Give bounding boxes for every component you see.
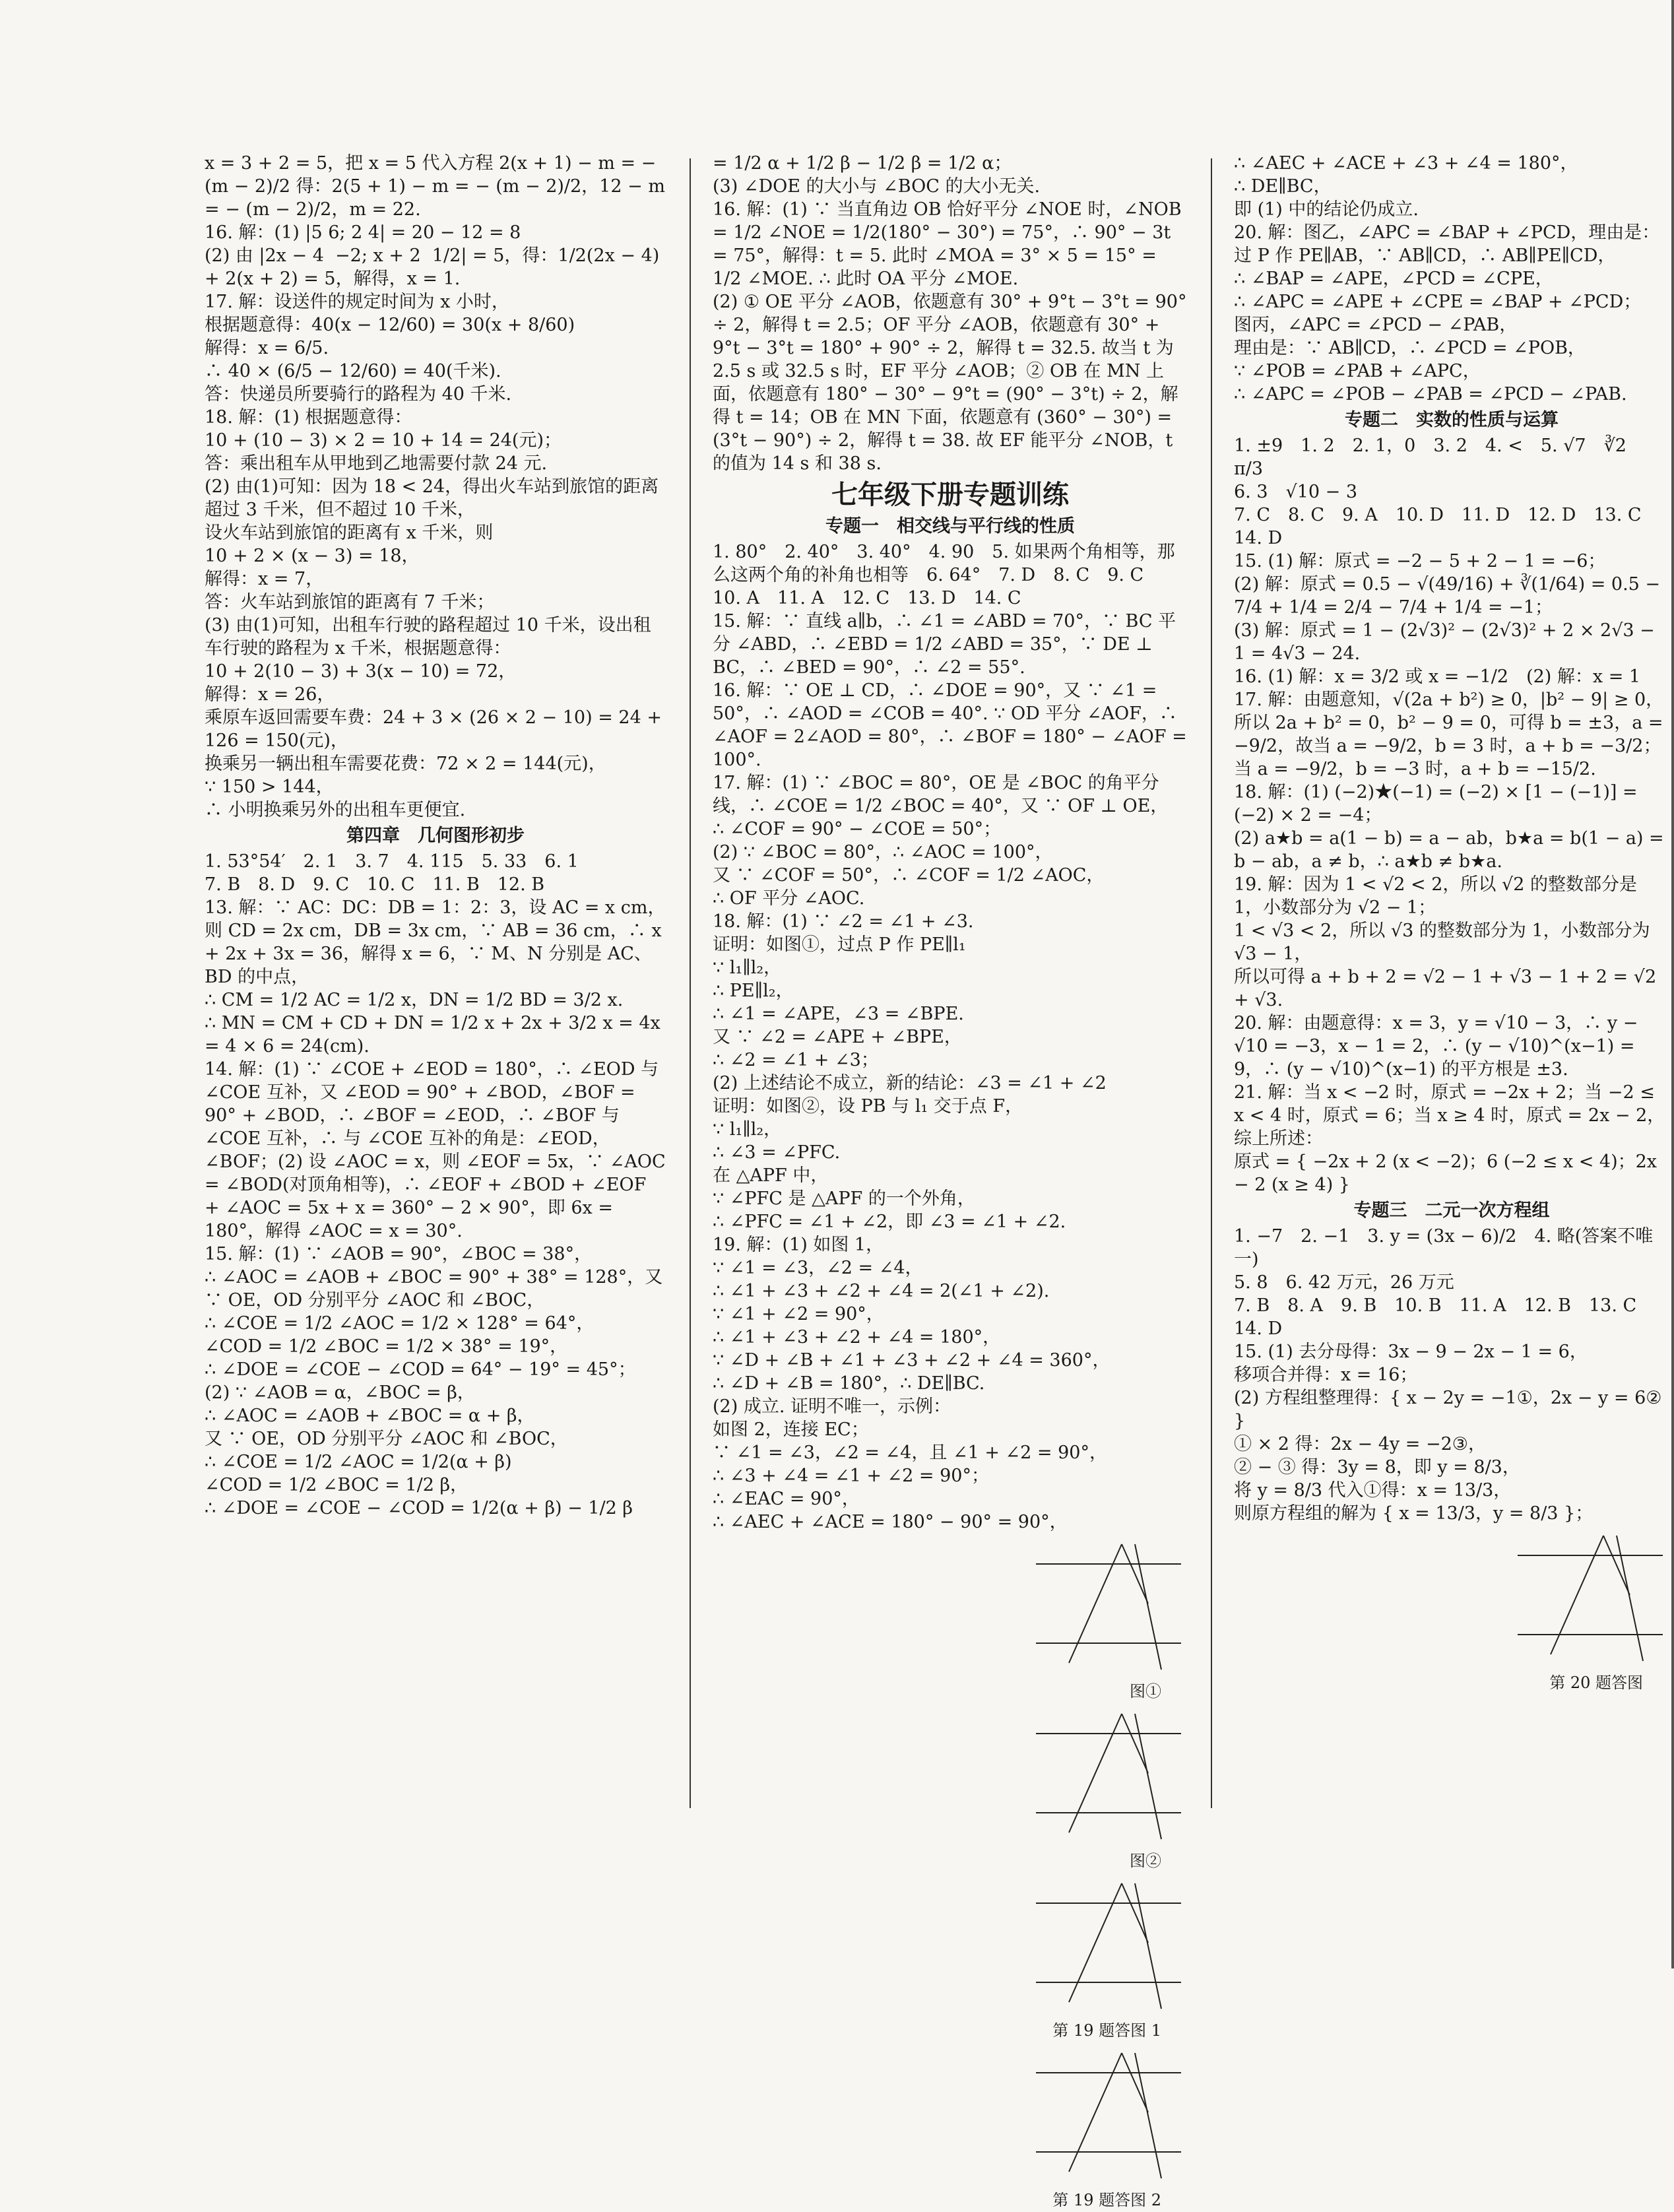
answer-line: ∴ 40 × (6/5 − 12/60) = 40(千米). <box>205 361 501 381</box>
section-heading: 专题一 相交线与平行线的性质 <box>825 516 1075 537</box>
figure-caption: 第 19 题答图 1 <box>1052 2021 1161 2040</box>
answer-line: (2) 上述结论不成立，新的结论：∠3 = ∠1 + ∠2 <box>713 1073 1107 1093</box>
answer-line: 1. −7 2. −1 3. y = (3x − 6)/2 4. 略(答案不唯一) <box>1234 1226 1654 1270</box>
answer-line: 18. 解：(1) (−2)★(−1) = (−2) × [1 − (−1)] = (−2) × 2 = −4； <box>1234 782 1644 826</box>
answer-line: ∴ ∠D + ∠B = 180°，∴ DE∥BC. <box>713 1373 985 1394</box>
section-heading: 专题三 二元一次方程组 <box>1353 1200 1550 1221</box>
geometry-figure <box>713 2046 1188 2212</box>
answer-line: 答：乘出租车从甲地到乙地需要付款 24 元. <box>205 453 548 474</box>
answer-line: (2) a★b = a(1 − b) = a − ab，b★a = b(1 − a) = b − ab，a ≠ b，∴ a★b ≠ b★a. <box>1234 828 1670 872</box>
figure-line <box>1135 1714 1161 1839</box>
answer-line: 10 + (10 − 3) × 2 = 10 + 14 = 24(元)； <box>205 430 562 451</box>
answer-line: 所以可得 a + b + 2 = √2 − 1 + √3 − 1 + 2 = √2 + √3. <box>1234 967 1662 1010</box>
figure-line <box>1551 1536 1603 1654</box>
answer-line: 16. 解：(1) ∵ 当直角边 OB 恰好平分 ∠NOE 时，∠NOB = 1/2 ∠NOE = 1/2(180° − 30°) = 75°，∴ 90° − 3t = 75°，解得：t = 5. 此时 ∠MOA = 3° × 5 = 15° = 1/2 ∠MOE. ∴ 此时 OA 平分 ∠MOE. <box>713 199 1188 289</box>
answer-line: ∴ ∠PFC = ∠1 + ∠2，即 ∠3 = ∠1 + ∠2. <box>713 1212 1066 1232</box>
column-1 <box>205 152 672 1815</box>
answer-line: x = 3 + 2 = 5，把 x = 5 代入方程 2(x + 1) − m = − (m − 2)/2 得：2(5 + 1) − m = − (m − 2)/2，12 − m = − (m − 2)/2，m = 22. <box>205 153 671 220</box>
answer-line: ∴ ∠COE = 1/2 ∠AOC = 1/2(α + β) <box>205 1452 512 1472</box>
answer-line: 解得：x = 6/5. <box>205 338 329 358</box>
answer-line: ∴ 小明换乘另外的出租车更便宜. <box>205 800 466 820</box>
answer-line: 7. C 8. C 9. A 10. D 11. D 12. D 13. C 14. D <box>1234 505 1659 548</box>
figure-line <box>1122 1883 1148 1943</box>
figure-line <box>1603 1536 1630 1595</box>
answer-line: 1. ±9 1. 2 2. 1，0 3. 2 4. < 5. √7 ∛2 π/3 <box>1234 436 1644 479</box>
answer-line: 16. 解：∵ OE ⊥ CD，∴ ∠DOE = 90°，又 ∵ ∠1 = 50°，∴ ∠AOD = ∠COB = 40°. ∵ OD 平分 ∠AOF，∴ ∠AOF = 2∠AOD = 80°，∴ ∠BOF = 180° − ∠AOF = 100°. <box>713 680 1193 770</box>
answer-line: ∴ ∠DOE = ∠COE − ∠COD = 1/2(α + β) − 1/2 β <box>205 1498 633 1518</box>
figure-diagram <box>1511 1529 1669 1668</box>
answer-line: 乘原车返回需要车费：24 + 3 × (26 × 2 − 10) = 24 + 126 = 150(元)， <box>205 707 668 751</box>
answer-line: (2) ∵ ∠AOB = α，∠BOC = β， <box>205 1382 475 1403</box>
answer-line: ∴ ∠DOE = ∠COE − ∠COD = 64° − 19° = 45°； <box>205 1359 636 1380</box>
answer-line: 换乘另一辆出租车需要花费：72 × 2 = 144(元)， <box>205 754 606 774</box>
answer-line: 即 (1) 中的结论仍成立. <box>1234 199 1419 220</box>
answer-line: ∵ ∠1 = ∠3，∠2 = ∠4， <box>713 1258 923 1278</box>
answer-line: 证明：如图①，过点 P 作 PE∥l₁ <box>713 934 966 955</box>
answer-line: 答：火车站到旅馆的距离有 7 千米； <box>205 592 495 612</box>
answer-line: ∴ ∠AOC = ∠AOB + ∠BOC = α + β， <box>205 1406 535 1426</box>
answer-line: 17. 解：设送件的规定时间为 x 小时， <box>205 292 509 312</box>
answer-line: ∴ PE∥l₂， <box>713 981 794 1001</box>
figure-line <box>1122 2053 1148 2112</box>
answer-line: ∵ 150 > 144， <box>205 777 334 797</box>
answer-line: (2) 由 |2x − 4 −2; x + 2 1/2| = 5，得：1/2(2x − 4) + 2(x + 2) = 5，解得，x = 1. <box>205 245 665 289</box>
figure-line <box>1135 1544 1161 1670</box>
figure-caption: 图① <box>1130 1682 1161 1701</box>
answer-line: 7. B 8. A 9. B 10. B 11. A 12. B 13. C 14. D <box>1234 1295 1655 1339</box>
figure-caption: 第 20 题答图 <box>1549 1674 1643 1692</box>
answer-line: 17. 解：由题意知，√(2a + b²) ≥ 0，|b² − 9| ≥ 0，所以 2a + b² = 0，b² − 9 = 0，可得 b = ±3，a = −9/2，故当 a = −9/2，b = 3 时，a + b = −3/2；当 a = −9/2，b = −3 时，a + b = −15/2. <box>1234 690 1669 779</box>
section-heading: 七年级下册专题训练 <box>831 479 1069 510</box>
answer-line: 1. 53°54′ 2. 1 3. 7 4. 115 5. 33 6. 1 <box>205 851 579 872</box>
answer-line: ∴ ∠COE = 1/2 ∠AOC = 1/2 × 128° = 64°， <box>205 1313 595 1334</box>
column-2 <box>713 152 1193 2209</box>
figure-line <box>1122 1544 1148 1604</box>
figure-line <box>1069 1544 1122 1663</box>
answer-line: ∴ ∠AOC = ∠AOB + ∠BOC = 90° + 38° = 128°，又 ∵ OE，OD 分别平分 ∠AOC 和 ∠BOC， <box>205 1267 668 1311</box>
answer-line: 移项合并得：x = 16； <box>1234 1365 1418 1385</box>
answer-line: (2) ∵ ∠BOC = 80°，∴ ∠AOC = 100°， <box>713 842 1053 862</box>
answer-line: ∴ ∠AEC + ∠ACE = 180° − 90° = 90°， <box>713 1512 1068 1532</box>
answer-line: ∴ CM = 1/2 AC = 1/2 x，DN = 1/2 BD = 3/2 x. <box>205 990 624 1010</box>
answer-page <box>165 152 1670 2209</box>
answer-line: 15. 解：(1) ∵ ∠AOB = 90°，∠BOC = 38°， <box>205 1244 593 1264</box>
answer-line: ∴ ∠1 + ∠3 + ∠2 + ∠4 = 180°， <box>713 1327 1001 1348</box>
column-3 <box>1234 152 1669 1815</box>
answer-line: ① × 2 得：2x − 4y = −2③， <box>1234 1434 1486 1454</box>
answer-line: (2) ① OE 平分 ∠AOB，依题意有 30° + 9°t − 3°t = 90° ÷ 2，解得 t = 2.5；OF 平分 ∠AOB，依题意有 30° + 9°t − 3°t = 180° + 90° ÷ 2，解得 t = 32.5. 故当 t 为 2.5 s 或 32.5 s 时，EF 平分 ∠AOB；② OB 在 MN 上面，依题意有 180° − 30° − 9°t = (90° − 3°t) ÷ 2，解得 t = 14；OB 在 MN 下面，依题意有 (360° − 30°) = (3°t − 90°) ÷ 2，解得 t = 38. 故 EF 能平分 ∠NOB，t 的值为 14 s 和 38 s. <box>713 292 1193 474</box>
answer-line: (2) 由(1)可知：因为 18 < 24，得出火车站到旅馆的距离超过 3 千米，但不超过 10 千米， <box>205 476 659 520</box>
figure-line <box>1069 1883 1122 2002</box>
answer-line: ∴ ∠1 + ∠3 + ∠2 + ∠4 = 2(∠1 + ∠2). <box>713 1281 1050 1301</box>
answer-line: (2) 解：原式 = 0.5 − √(49/16) + ∛(1/64) = 0.5 − 7/4 + 1/4 = 2/4 − 7/4 + 1/4 = −1； <box>1234 574 1666 618</box>
answer-line: 解得：x = 7， <box>205 569 324 589</box>
figure-line <box>1135 2053 1161 2178</box>
answer-line: ∴ ∠EAC = 90°， <box>713 1489 860 1509</box>
answer-line: 证明：如图②，设 PB 与 l₁ 交于点 F， <box>713 1096 1023 1117</box>
answer-line: 19. 解：(1) 如图 1， <box>713 1235 884 1255</box>
column-divider <box>1211 158 1212 1808</box>
answer-line: 13. 解：∵ AC：DC：DB = 1：2：3，设 AC = x cm，则 CD = 2x cm，DB = 3x cm，∵ AB = 36 cm，∴ x + 2x + 3x = 36，解得 x = 6，∵ M、N 分别是 AC、BD 的中点， <box>205 897 668 987</box>
figure-caption: 第 19 题答图 2 <box>1052 2191 1161 2209</box>
answer-line: 1 < √3 < 2，所以 √3 的整数部分为 1，小数部分为 √3 − 1， <box>1234 921 1656 964</box>
section-heading: 专题二 实数的性质与运算 <box>1345 410 1559 430</box>
answer-line: 19. 解：因为 1 < √2 < 2，所以 √2 的整数部分是 1，小数部分为 √2 − 1； <box>1234 874 1643 918</box>
answer-line: ∵ ∠D + ∠B + ∠1 + ∠3 + ∠2 + ∠4 = 360°， <box>713 1350 1111 1371</box>
figure-caption: 图② <box>1130 1852 1161 1870</box>
answer-line: 15. (1) 解：原式 = −2 − 5 + 2 − 1 = −6； <box>1234 551 1606 571</box>
figure-line <box>1069 1714 1122 1833</box>
column-divider <box>690 158 691 1808</box>
answer-line: 设火车站到旅馆的距离有 x 千米，则 <box>205 523 494 543</box>
answer-line: 理由是：∵ AB∥CD，∴ ∠PCD = ∠POB， <box>1234 338 1586 358</box>
answer-line: ∵ ∠1 = ∠3，∠2 = ∠4，且 ∠1 + ∠2 = 90°， <box>713 1443 1107 1463</box>
answer-line: 14. 解：(1) ∵ ∠COE + ∠EOD = 180°，∴ ∠EOD 与 ∠COE 互补，又 ∠EOD = 90° + ∠BOD，∠BOF = 90° + ∠BOD，∴ ∠BOF = ∠EOD，∴ ∠BOF 与 ∠COE 互补，∴ 与 ∠COE 互补的角是：∠EOD，∠BOF；(2) 设 ∠AOC = x，则 ∠EOF = 5x，∵ ∠AOC = ∠BOD(对顶角相等)，∴ ∠EOF + ∠BOD + ∠EOF + ∠AOC = 5x + x = 360° − 2 × 90°，即 6x = 180°，解得 ∠AOC = x = 30°. <box>205 1059 672 1241</box>
answer-line: 又 ∵ OE，OD 分别平分 ∠AOC 和 ∠BOC， <box>205 1429 568 1449</box>
answer-line: ∴ OF 平分 ∠AOC. <box>713 888 865 909</box>
answer-line: ∴ ∠AEC + ∠ACE + ∠3 + ∠4 = 180°， <box>1234 153 1578 174</box>
answer-line: (3) 由(1)可知，出租车行驶的路程超过 10 千米，设出租车行驶的路程为 x 千米，根据题意得： <box>205 615 651 659</box>
answer-line: ∵ l₁∥l₂， <box>713 958 782 978</box>
answer-line: 答：快递员所要骑行的路程为 40 千米. <box>205 384 512 405</box>
answer-line: 16. 解：(1) |5 6; 2 4| = 20 − 12 = 8 <box>205 222 521 243</box>
answer-line: 图丙，∠APC = ∠PCD − ∠PAB， <box>1234 315 1518 335</box>
answer-line: 原式 = { −2x + 2 (x < −2)；6 (−2 ≤ x < 4)；2x − 2 (x ≥ 4) } <box>1234 1152 1663 1195</box>
answer-line: 根据题意得：40(x − 12/60) = 30(x + 8/60) <box>205 315 575 335</box>
figure-line <box>1122 1714 1148 1773</box>
answer-line: 在 △APF 中， <box>713 1165 829 1186</box>
figure-diagram <box>1029 1538 1188 1676</box>
geometry-figure <box>713 1877 1188 2042</box>
answer-line: 将 y = 8/3 代入①得：x = 13/3， <box>1234 1480 1512 1501</box>
answer-line: 15. (1) 去分母得：3x − 9 − 2x − 1 = 6， <box>1234 1342 1588 1362</box>
figure-diagram <box>1029 1707 1188 1846</box>
answer-line: ∴ ∠BAP = ∠APE，∠PCD = ∠CPE， <box>1234 269 1553 289</box>
geometry-figure <box>1234 1529 1669 1695</box>
answer-line: 20. 解：图乙，∠APC = ∠BAP + ∠PCD，理由是： <box>1234 222 1660 243</box>
answer-line: 又 ∵ ∠2 = ∠APE + ∠BPE， <box>713 1027 962 1047</box>
geometry-figure <box>713 1707 1188 1873</box>
answer-line: ② − ③ 得：3y = 8，即 y = 8/3， <box>1234 1457 1520 1478</box>
answer-line: 21. 解：当 x < −2 时，原式 = −2x + 2；当 −2 ≤ x < 4 时，原式 = 6；当 x ≥ 4 时，原式 = 2x − 2，综上所述： <box>1234 1082 1665 1149</box>
answer-line: ∴ ∠COF = 90° − ∠COE = 50°； <box>713 819 1002 839</box>
answer-line: 10 + 2 × (x − 3) = 18， <box>205 546 420 566</box>
answer-line: 1. 80° 2. 40° 3. 40° 4. 90 5. 如果两个角相等，那么这两个角的补角也相等 6. 64° 7. D 8. C 9. C 10. A 11. A 12. C 13. D 14. C <box>713 542 1175 608</box>
answer-line: ∵ ∠1 + ∠2 = 90°， <box>713 1304 884 1324</box>
answer-line: 6. 3 √10 − 3 <box>1234 482 1358 502</box>
answer-line: ∴ ∠3 = ∠PFC. <box>713 1142 841 1163</box>
answer-line: ∠COD = 1/2 ∠BOC = 1/2 β， <box>205 1475 468 1495</box>
answer-line: ∵ ∠POB = ∠PAB + ∠APC， <box>1234 361 1481 381</box>
answer-line: (3) ∠DOE 的大小与 ∠BOC 的大小无关. <box>713 176 1041 197</box>
answer-line: 10 + 2(10 − 3) + 3(x − 10) = 72， <box>205 661 517 682</box>
figure-line <box>1069 2053 1122 2172</box>
answer-line: ∴ ∠3 + ∠4 = ∠1 + ∠2 = 90°； <box>713 1466 989 1486</box>
answer-line: 5. 8 6. 42 万元，26 万元 <box>1234 1272 1454 1293</box>
answer-line: 解得：x = 26， <box>205 684 335 705</box>
answer-line: 18. 解：(1) 根据题意得： <box>205 407 412 428</box>
figure-diagram <box>1029 1877 1188 2015</box>
answer-line: 15. 解：∵ 直线 a∥b，∴ ∠1 = ∠ABD = 70°，∵ BC 平分 ∠ABD，∴ ∠EBD = 1/2 ∠ABD = 35°，∵ DE ⊥ BC，∴ ∠BED = 90°，∴ ∠2 = 55°. <box>713 611 1176 678</box>
figure-line <box>1617 1536 1643 1661</box>
answer-line: ∵ ∠PFC 是 △APF 的一个外角， <box>713 1188 975 1209</box>
answer-line: ∴ DE∥BC， <box>1234 176 1332 197</box>
answer-line: ∴ ∠2 = ∠1 + ∠3； <box>713 1050 879 1070</box>
answer-line: (2) 方程组整理得：{ x − 2y = −1①，2x − y = 6② } <box>1234 1388 1668 1431</box>
answer-line: 16. (1) 解：x = 3/2 或 x = −1/2 (2) 解：x = 1 <box>1234 667 1641 687</box>
answer-line: 7. B 8. D 9. C 10. C 11. B 12. B <box>205 874 545 895</box>
answer-line: 17. 解：(1) ∵ ∠BOC = 80°，OE 是 ∠BOC 的角平分线，∴ ∠COE = 1/2 ∠BOC = 40°，又 ∵ OF ⊥ OE， <box>713 773 1169 816</box>
answer-line: 如图 2，连接 EC； <box>713 1419 869 1440</box>
section-heading: 第四章 几何图形初步 <box>346 826 525 846</box>
answer-line: ∵ l₁∥l₂， <box>713 1119 782 1140</box>
page-edge <box>1671 0 1674 1968</box>
answer-line: ∴ MN = CM + CD + DN = 1/2 x + 2x + 3/2 x = 4x = 4 × 6 = 24(cm). <box>205 1013 666 1057</box>
figure-diagram <box>1029 2046 1188 2185</box>
answer-line: 则原方程组的解为 { x = 13/3，y = 8/3 }； <box>1234 1503 1594 1524</box>
answer-line: 又 ∵ ∠COF = 50°，∴ ∠COF = 1/2 ∠AOC， <box>713 865 1105 886</box>
answer-line: 20. 解：由题意得：x = 3，y = √10 − 3，∴ y − √10 = −3，x − 1 = 2，∴ (y − √10)^(x−1) = 9，∴ (y − √10)^(x−1) 的平方根是 ±3. <box>1234 1013 1644 1080</box>
answer-line: ∴ ∠APC = ∠APE + ∠CPE = ∠BAP + ∠PCD； <box>1234 292 1642 312</box>
answer-line: 过 P 作 PE∥AB，∵ AB∥CD，∴ AB∥PE∥CD， <box>1234 245 1616 266</box>
answer-line: ∴ ∠1 = ∠APE，∠3 = ∠BPE. <box>713 1004 964 1024</box>
answer-line: 18. 解：(1) ∵ ∠2 = ∠1 + ∠3. <box>713 911 974 932</box>
answer-line: (3) 解：原式 = 1 − (2√3)² − (2√3)² + 2 × 2√3 − 1 = 4√3 − 24. <box>1234 620 1661 664</box>
answer-line: ∠COD = 1/2 ∠BOC = 1/2 × 38° = 19°， <box>205 1336 568 1357</box>
geometry-figure <box>713 1538 1188 1703</box>
figure-line <box>1135 1883 1161 2009</box>
answer-line: (2) 成立. 证明不唯一，示例： <box>713 1396 951 1417</box>
answer-line: ∴ ∠APC = ∠POB − ∠PAB = ∠PCD − ∠PAB. <box>1234 384 1627 405</box>
answer-line: = 1/2 α + 1/2 β − 1/2 β = 1/2 α； <box>713 153 1012 174</box>
